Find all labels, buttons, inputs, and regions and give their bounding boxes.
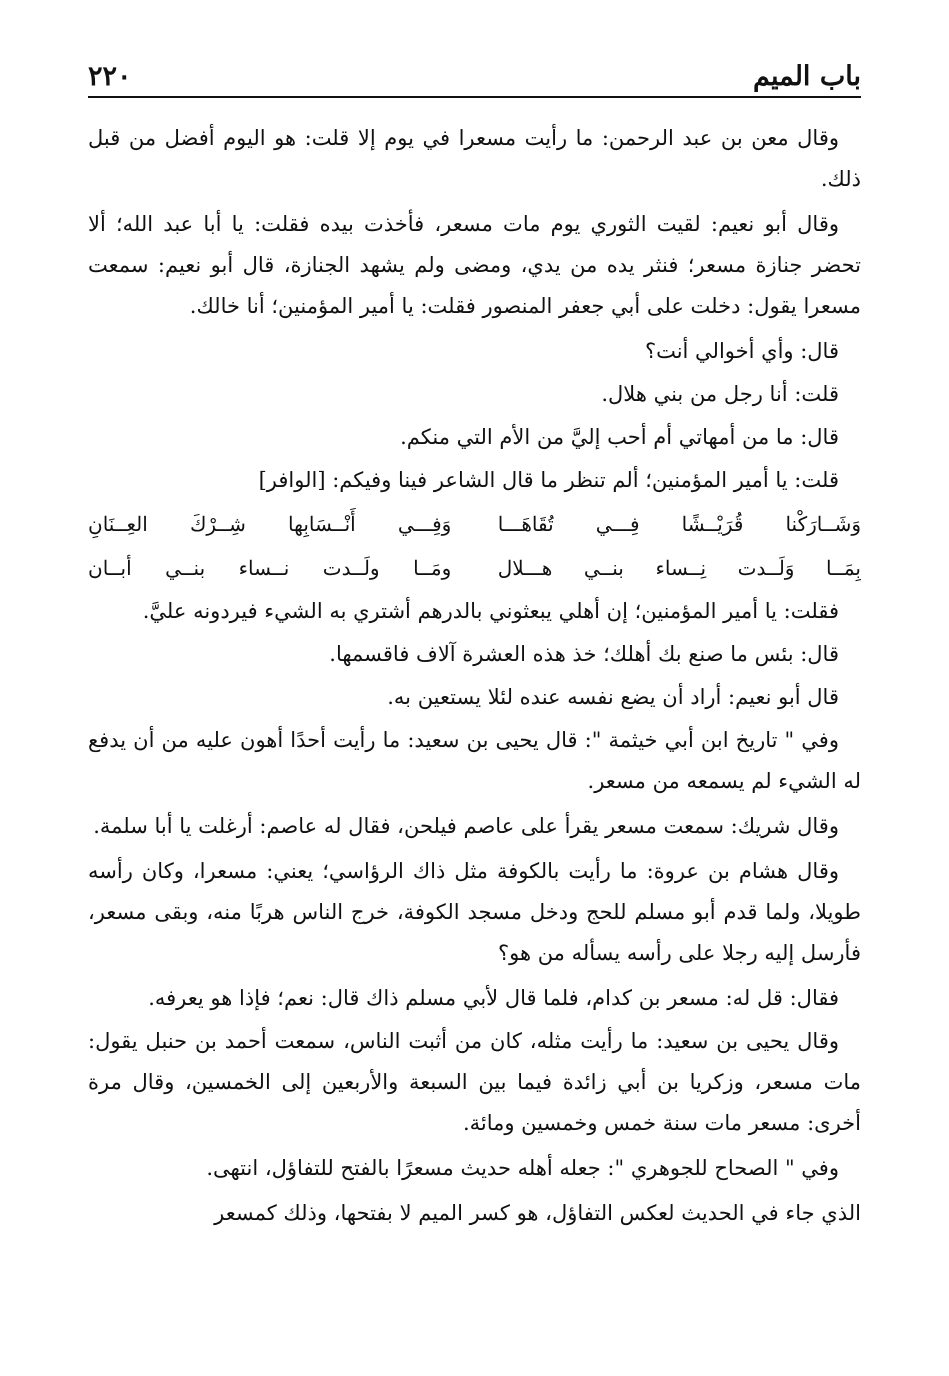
paragraph-sihah: وفي " الصحاح للجوهري ": جعله أهله حديث مسعرًا بالفتح للتفاؤل، انتهى. <box>206 1156 839 1180</box>
dialog-line: قال: ما من أمهاتي أم أحب إليَّ من الأم التي منكم. <box>400 425 839 449</box>
verse-second-hemistich: ومَــا ولَــدت نــساء بنــي أبــان <box>88 556 452 580</box>
verse-first-hemistich: بِمَــا وَلَــدت نِــساء بنــي هـــلال <box>497 556 861 580</box>
verse-first-hemistich: وَشَــارَكْنا قُرَيْــشًا فِـــي تُقَاهَـــا <box>497 512 861 536</box>
dialog-line: قال: وأي أخوالي أنت؟ <box>644 339 839 363</box>
paragraph-last: الذي جاء في الحديث لعكس التفاؤل، هو كسر الميم لا بفتحها، وذلك كمسعر <box>214 1201 861 1225</box>
paragraph-hisham: وقال هشام بن عروة: ما رأيت بالكوفة مثل ذاك الرؤاسي؛ يعني: مسعرا، وكان رأسه طويلا، ولما قدم أبو مسلم للحج ودخل مسجد الكوفة، خرج الناس هربًا منه، وبقى مسعر، فأرسل إليه رجلا على رأسه يسأله من هو؟ <box>88 859 861 965</box>
dialog-line: قلت: أنا رجل من بني هلال. <box>601 382 839 406</box>
poem-verse-1 <box>88 503 861 545</box>
page-number: ٢٢٠ <box>88 61 132 92</box>
paragraph-maan: وقال معن بن عبد الرحمن: ما رأيت مسعرا في يوم إلا قلت: هو اليوم أفضل من قبل ذلك. <box>88 126 861 191</box>
dialog-line: قلت: يا أمير المؤمنين؛ ألم تنظر ما قال الشاعر فينا وفيكم: [الوافر] <box>258 468 839 492</box>
dialog-line: فقلت: يا أمير المؤمنين؛ إن أهلي يبعثوني بالدرهم أشتري به الشيء فيردونه عليَّ. <box>142 599 839 623</box>
page-header <box>88 58 861 98</box>
paragraph-ibn-abi-khaythama: وفي " تاريخ ابن أبي خيثمة ": قال يحيى بن سعيد: ما رأيت أحدًا أهون عليه من أن يدفع له الشيء لم يسمعه من مسعر. <box>88 728 861 793</box>
paragraph-abu-nuaym: وقال أبو نعيم: لقيت الثوري يوم مات مسعر، فأخذت بيده فقلت: يا أبا عبد الله؛ ألا تحضر جنازة مسعر؛ فنثر يده من يدي، ومضى ولم يشهد الجنازة، قال أبو نعيم: سمعت مسعرا يقول: دخلت على أبي جعفر المنصور فقلت: يا أمير المؤمنين؛ أنا خالك. <box>88 212 861 318</box>
verse-second-hemistich: وَفِـــي أَنْــسَابِها شِــرْكَ العِــنَانِ <box>88 512 452 536</box>
dialog-line: فقال: قل له: مسعر بن كدام، فلما قال لأبي مسلم ذاك قال: نعم؛ فإذا هو يعرفه. <box>148 986 839 1010</box>
chapter-title: باب الميم <box>752 61 861 92</box>
paragraph-yahya: وقال يحيى بن سعيد: ما رأيت مثله، كان من أثبت الناس، سمعت أحمد بن حنبل يقول: مات مسعر، وزكريا بن أبي زائدة فيما بين السبعة والأربعين إلى الخمسين، وقال مرة أخرى: مسعر مات سنة خمس وخمسين ومائة. <box>88 1029 861 1135</box>
dialog-line: قال: بئس ما صنع بك أهلك؛ خذ هذه العشرة آلاف فاقسمها. <box>329 642 839 666</box>
paragraph-sharik: وقال شريك: سمعت مسعر يقرأ على عاصم فيلحن، فقال له عاصم: أرغلت يا أبا سلمة. <box>93 814 839 838</box>
dialog-line: قال أبو نعيم: أراد أن يضع نفسه عنده لئلا يستعين به. <box>387 685 839 709</box>
page-body <box>88 118 861 1336</box>
poem-verse-2 <box>88 547 861 589</box>
